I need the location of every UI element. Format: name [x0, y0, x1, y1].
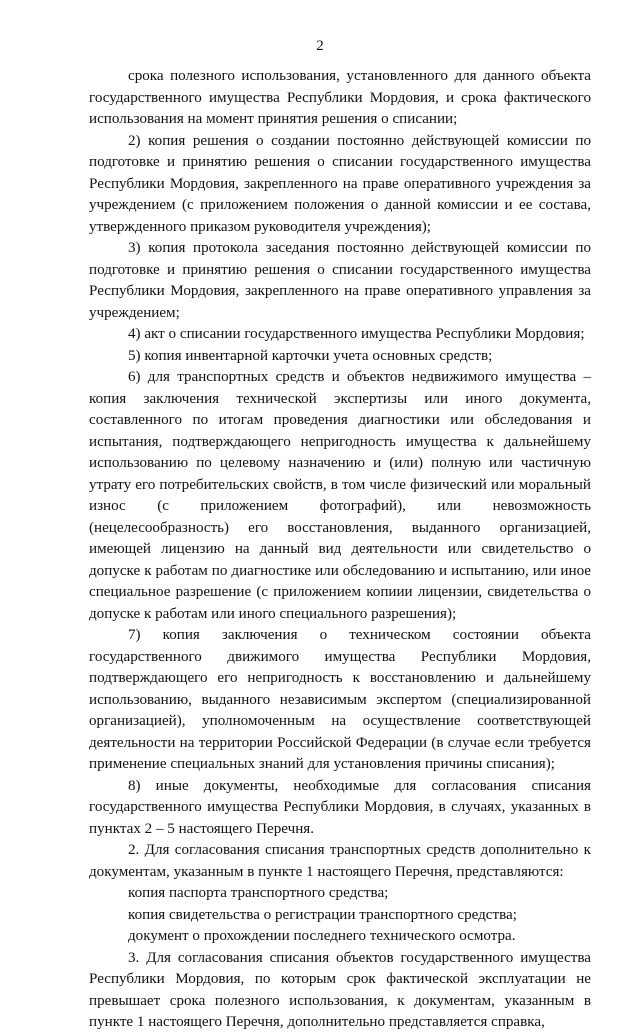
paragraph-item-4: 4) акт о списании государственного имущества Республики Мордовия;: [128, 326, 585, 342]
document-body: [89, 66, 591, 1034]
paragraph-section-2: 2. Для согласования списания транспортных средств дополнительно к документам, указанным в пункте 1 настоящего Перечня, представляются:: [89, 842, 591, 880]
paragraph-list-item: документ о прохождении последнего технического осмотра.: [128, 928, 516, 944]
page-number: 2: [316, 38, 324, 54]
paragraph-item-6: 6) для транспортных средств и объектов недвижимого имущества – копия заключения технической экспертизы или иного документа, составленного по итогам проведения диагностики или обследования и испытания, подтверждающего непригодность имущества к дальнейшему использованию по целевому назначению и (или) полную или частичную утрату его потребительских свойств, в том числе физический или моральный износ (с приложением фотографий), или невозможность (нецелесообразность) его восстановления, выданного организацией, имеющей лицензию на данный вид деятельности или свидетельство о допуске к работам по диагностике или обследованию и испытанию, или иное специальное разрешение (с приложением копиии лицензии, свидетельства о допуске к работам или иного специального разрешения);: [89, 369, 591, 622]
paragraph-list-item: копия паспорта транспортного средства;: [128, 885, 389, 901]
paragraph-item-2: 2) копия решения о создании постоянно действующей комиссии по подготовке и принятию решения о списании государственного имущества Республики Мордовия, закрепленного на праве оперативного учреждения за учреждением (с приложением положения о данной комиссии и ее состава, утвержденного приказом руководителя учреждения);: [89, 132, 591, 235]
paragraph-item-3: 3) копия протокола заседания постоянно действующей комиссии по подготовке и принятию решения о списании государственного имущества Республики Мордовия, закрепленного на праве оперативного управления за учреждением;: [89, 240, 591, 321]
paragraph-item-5: 5) копия инвентарной карточки учета основных средств;: [128, 347, 493, 364]
paragraph-item-8: 8) иные документы, необходимые для согласования списания государственного имущества Республики Мордовия, в случаях, указанных в пунктах 2 – 5 настоящего Перечня.: [89, 777, 591, 837]
paragraph-list-item: копия свидетельства о регистрации транспортного средства;: [128, 906, 517, 923]
paragraph-section-3: 3. Для согласования списания объектов государственного имущества Республики Мордовия, по которым срок фактической эксплуатации не превышает срока полезного использования, к документам, указанным в пункте 1 настоящего Перечня, дополнительно представляется справка,: [89, 949, 591, 1030]
paragraph-continuation: срока полезного использования, установленного для данного объекта государственного имущества Республики Мордовия, и срока фактического использования на момент принятия решения о списании;: [89, 68, 591, 127]
paragraph-item-7: 7) копия заключения о техническом состоянии объекта государственного движимого имущества Республики Мордовия, подтверждающего его непригодность к восстановлению и дальнейшему использованию, выданного независимым экспертом (специализированной организацией), уполномоченным на осуществление соответствующей деятельности на территории Российской Федерации (в случае если требуется применение специальных знаний для установления причины списания);: [89, 627, 591, 772]
